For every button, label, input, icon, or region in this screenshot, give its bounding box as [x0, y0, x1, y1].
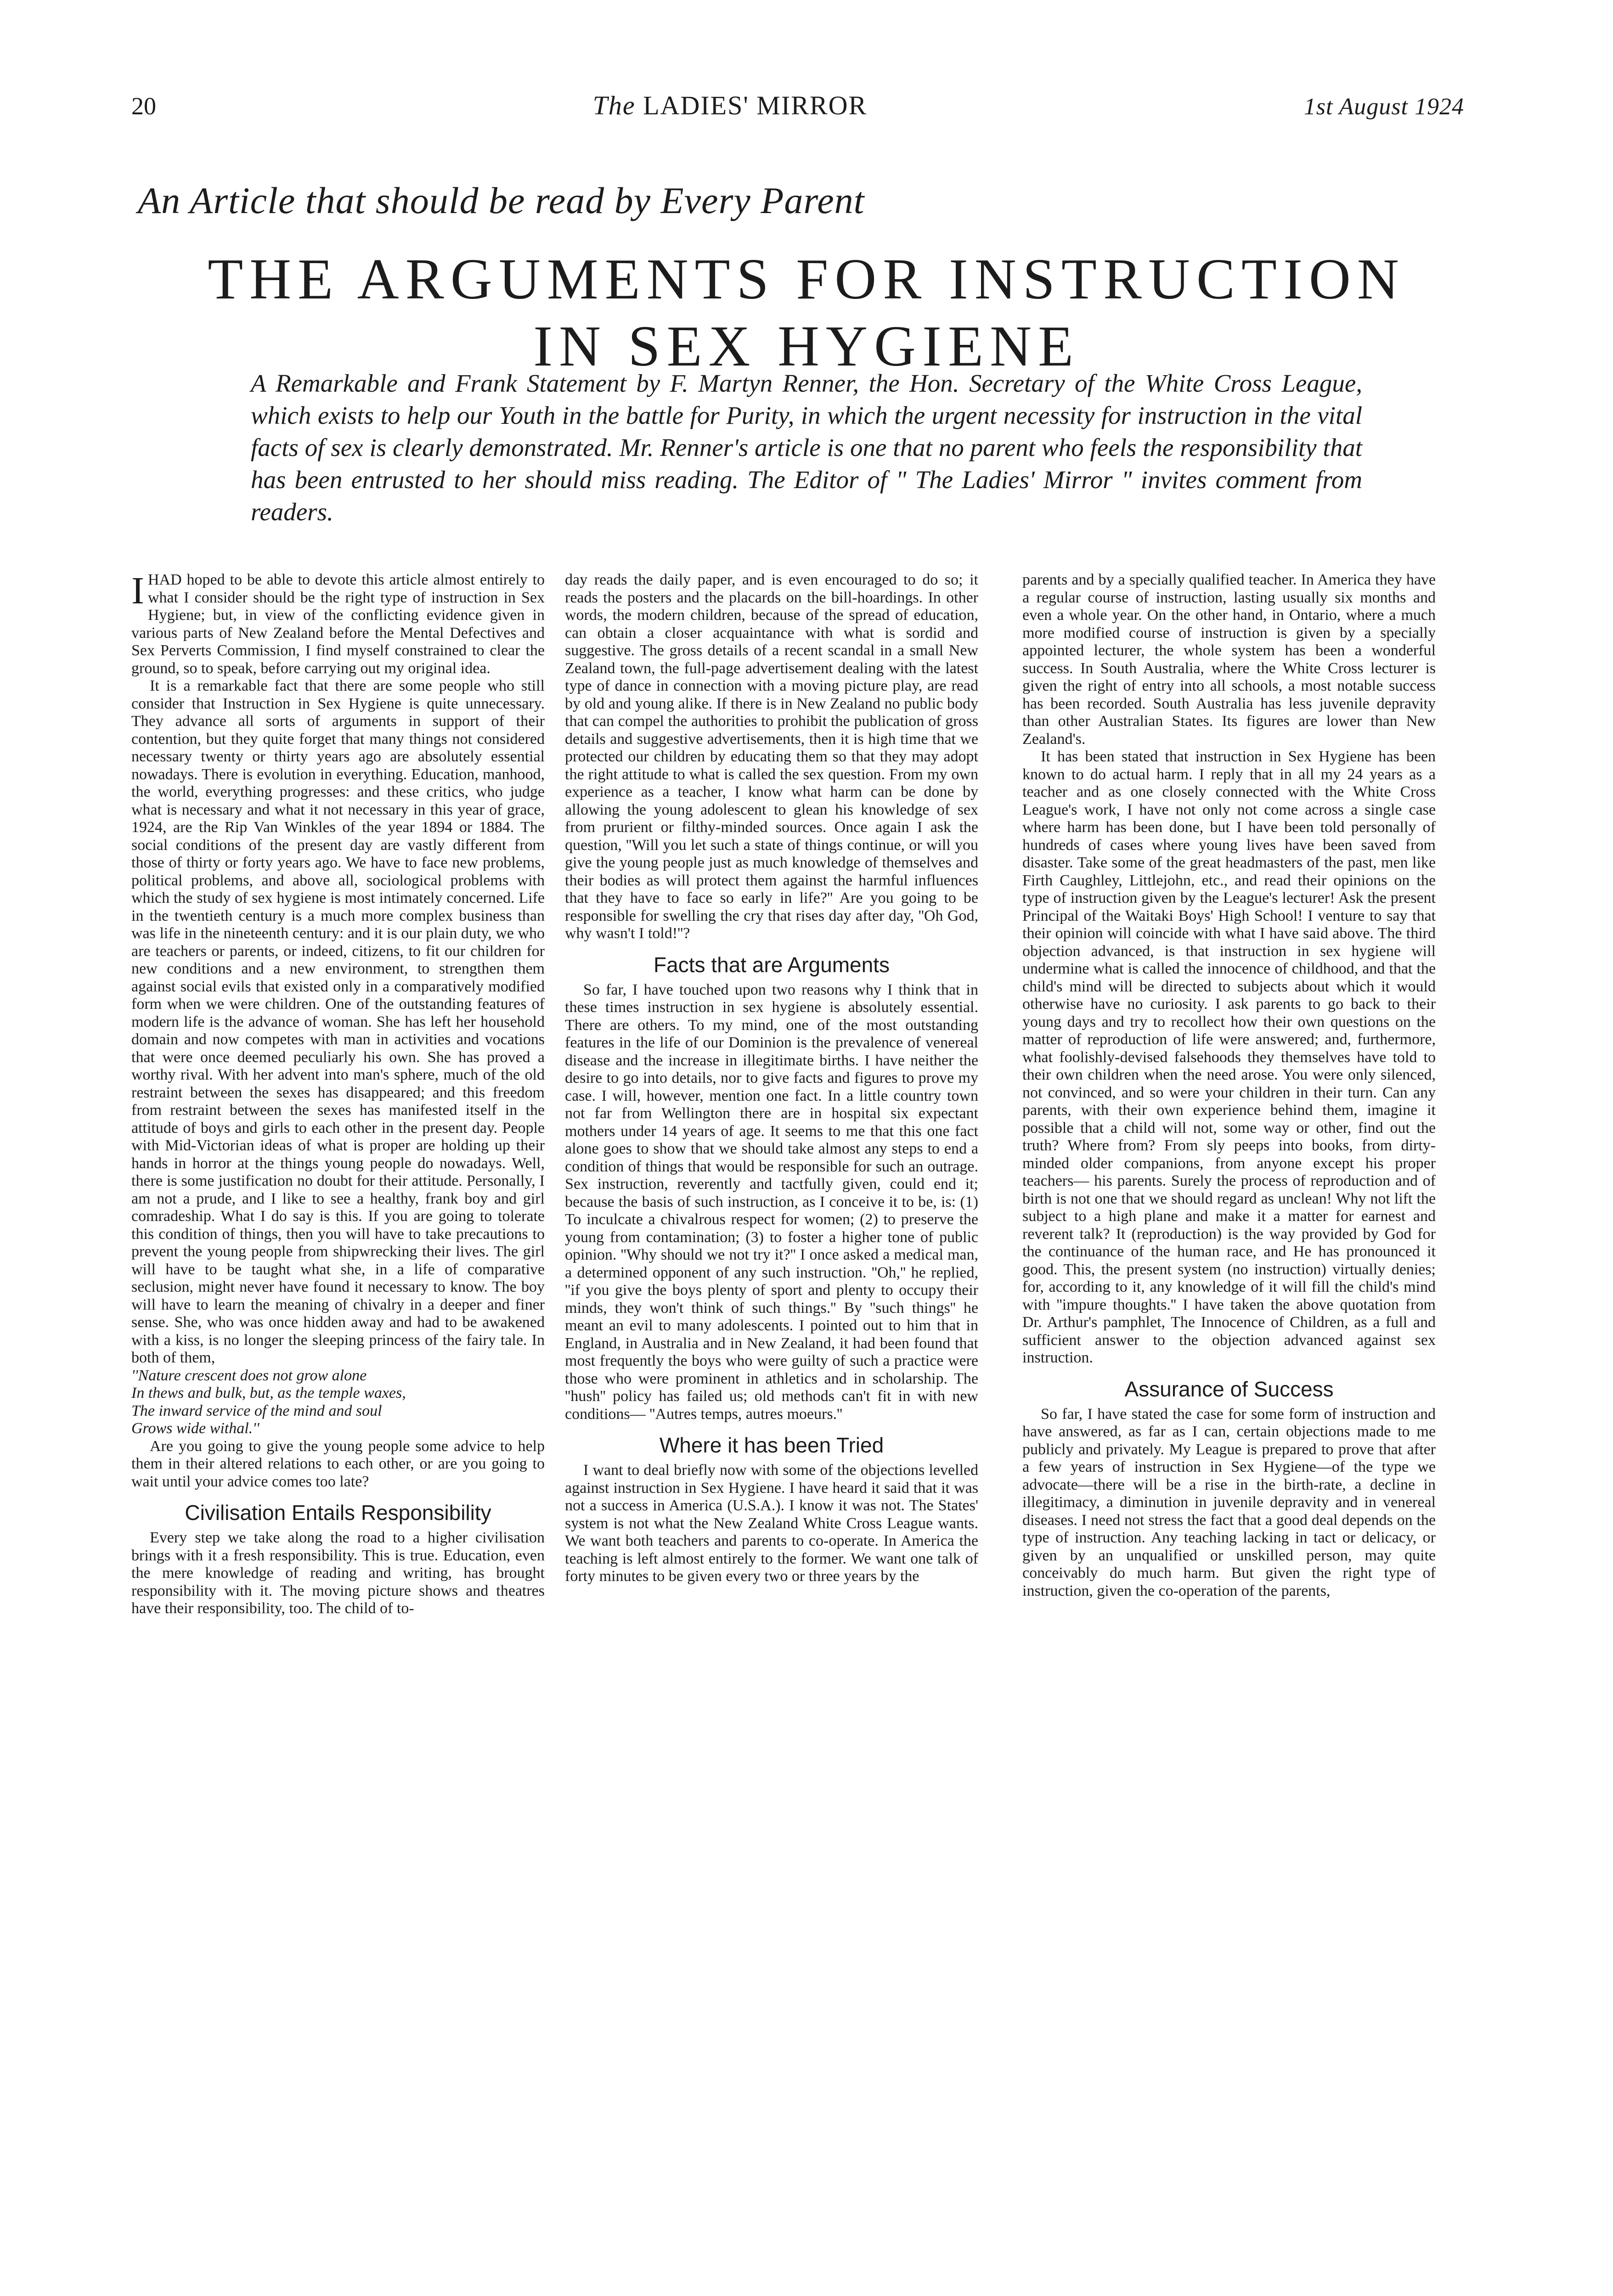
publication-name [593, 90, 867, 121]
paragraph: I want to deal briefly now with some of the objections levelled against instruction in Sex Hygiene. I have heard it said that it was not a success in America (U.S.A.). I know it was not. The States' system is not what the New Zealand White Cross League wants. We want both teachers and parents to co-operate. In America the teaching is left almost entirely to the former. We want one talk of forty minutes to be given every two or three years by the [565, 1462, 978, 1585]
publication-article: The [592, 90, 636, 120]
section-heading: Civilisation Entails Responsibility [185, 1501, 491, 1525]
paragraph: So far, I have stated the case for some form of instruction and have answered, as far as I can, certain objections made to me publicly and privately. My League is prepared to prove that after a few years of instruction in Sex Hygiene—of the type we advocate—there will be a rise in the birth-rate, a decline in illegitimacy, a diminution in juvenile depravity and in venereal diseases. I need not stress the fact that a good deal depends on the type of instruction. Any teaching lacking in tact or delicacy, or given by an unqualified or unskilled person, may quite conceivably do much harm. But given the right type of instruction, given the co-operation of the parents, [1022, 1405, 1436, 1599]
text-column-1 [131, 571, 545, 2296]
paragraph: parents and by a specially qualified teacher. In America they have a regular course of instruction, lasting usually six months and even a whole year. On the other hand, in Ontario, where a much more modified course of instruction is given by a specially appointed lecturer, the whole system has been a wonderful success. In South Australia, where the White Cross lecturer is given the right of entry into all schools, a most notable success has been recorded. South Australia has less juvenile depravity than other Australian States. Its figures are lower than New Zealand's. [1022, 571, 1436, 748]
issue-date: 1st August 1924 [1303, 94, 1464, 120]
title-line-2: IN SEX HYGIENE [533, 315, 1080, 378]
article-title [92, 246, 1521, 380]
verse-line: ''Nature crescent does not grow alone [131, 1367, 367, 1384]
paragraph: day reads the daily paper, and is even encouraged to do so; it reads the posters and the placards on the bill-hoardings. In other words, the modern children, because of the spread of education, can obtain a closer acquaintance with what is sordid and suggestive. The gross details of a recent scandal in a small New Zealand town, the full-page advertisement dealing with the latest type of dance in connection with a moving picture play, are read by old and young alike. If there is in New Zealand no public body that can compel the authorities to prohibit the publication of gross details and suggestive advertisements, then it is high time that we protected our children by educating them so that they may adopt the right attitude to what is called the sex question. From my own experience as a teacher, I know what harm can be done by allowing the young adolescent to glean his knowledge of sex from prurient or filthy-minded sources. Once again I ask the question, ''Will you let such a state of things continue, or will you give the young people just as much knowledge of themselves and their bodies as will protect them against the harmful influences that they have to face so early in life?'' Are you going to be responsible for swelling the cry that rises day after day, ''Oh God, why wasn't I told!''? [565, 571, 978, 942]
verse-line: In thews and bulk, but, as the temple waxes, [131, 1384, 406, 1401]
text-column-3 [1022, 571, 1436, 2296]
text-column-2 [565, 571, 978, 2296]
paragraph: It has been stated that instruction in Sex Hygiene has been known to do actual harm. I reply that in all my 24 years as a teacher and as one closely connected with the White Cross League's work, I have not only not come across a single case where harm has been done, but I have been told personally of hundreds of cases where young lives have been saved from disaster. Take some of the great headmasters of the past, men like Firth Caughley, Littlejohn, etc., and read their opinions on the type of instruction given by the League's lecturer! Ask the present Principal of the Waitaki Boys' High School! I venture to say that their opinion will coincide with what I have said above. The third objection advanced, is that instruction in sex hygiene will undermine what is called the innocence of childhood, and that the child's mind will be directed to subjects about which it would otherwise have no curiosity. I ask parents to go back to their young days and try to recollect how their own questions on the matter of reproduction of life were answered; and, furthermore, what foolishly-devised falsehoods they themselves have told to their own children when the need arose. You were only silenced, not convinced, and so were your children in their turn. Can any parents, with their own experience behind them, imagine it possible that a child will not, some way or other, find out the truth? Where from? From sly peeps into books, from dirty-minded older companions, from anyone except his proper teachers— his parents. Surely the process of reproduction and of birth is not one that we should regard as unclean! Why not lift the subject to a high plane and make it a matter for earnest and reverent talk? It (reproduction) is the way provided by God for the continuance of the human race, and He has pronounced it good. This, the present system (no instruction) virtually denies; for, according to it, any knowledge of it will fill the child's mind with ''impure thoughts.'' I have taken the above quotation from Dr. Arthur's pamphlet, The Innocence of Children, as a full and sufficient answer to the objection advanced against sex instruction. [1022, 748, 1436, 1366]
section-heading: Assurance of Success [1124, 1377, 1334, 1401]
verse-line: Grows wide withal.'' [131, 1420, 259, 1437]
article-standfirst: A Remarkable and Frank Statement by F. Martyn Renner, the Hon. Secretary of the White Cross League, which exists to help our Youth in the battle for Purity, in which the urgent necessity for instruction in the vital facts of sex is clearly demonstrated. Mr. Renner's article is one that no parent who feels the responsibility that has been entrusted to her should miss reading. The Editor of " The Ladies' Mirror " invites comment from readers. [251, 369, 1362, 526]
paragraph: Are you going to give the young people some advice to help them in their altered relations to each other, or are you going to wait until your advice comes too late? [131, 1437, 545, 1490]
title-line-1: THE ARGUMENTS FOR INSTRUCTION [208, 248, 1405, 311]
page-number: 20 [131, 92, 156, 120]
paragraph: Every step we take along the road to a higher civilisation brings with it a fresh responsibility. This is true. Education, even the mere knowledge of reading and writing, has brought responsibility with it. The moving picture shows and theatres have their responsibility, too. The child of to- [131, 1529, 545, 1617]
publication-title: LADIES' MIRROR [643, 90, 868, 120]
section-heading: Facts that are Arguments [654, 952, 890, 977]
paragraph: It is a remarkable fact that there are some people who still consider that Instruction in Sex Hygiene is quite unnecessary. They advance all sorts of arguments in support of their contention, but they quite forget that many things not considered necessary twenty or thirty years ago are absolutely essential nowadays. There is evolution in everything. Education, manhood, the world, everything progresses: and these critics, who judge what is necessary and what it not necessary in this year of grace, 1924, are the Rip Van Winkles of the year 1894 or 1884. The social conditions of the present day are vastly different from those of thirty or forty years ago. We have to face new problems, political problems, and above all, sociological problems with which the study of sex hygiene is most intimately concerned. Life in the twentieth century is a much more complex business than was life in the nineteenth century: and it is our plain duty, we who are teachers or parents, or indeed, citizens, to fit our children for new conditions and a new environment, to strengthen them against social evils that existed only in a comparatively modified form when we were children. One of the outstanding features of modern life is the advance of woman. She has left her household domain and now competes with man in activities and vocations that were once deemed peculiarly his own. She has proved a worthy rival. With her advent into man's sphere, much of the old restraint between the sexes has disappeared; and this freedom from restraint between the sexes has manifested itself in the attitude of boys and girls to each other in the present day. People with Mid-Victorian ideas of what is proper are holding up their hands in horror at the things young people do nowadays. Well, there is some justification no doubt for their attitude. Personally, I am not a prude, and I like to see a healthy, frank boy and girl comradeship. What I do say is this. If you are going to tolerate this condition of things, then you will have to take precautions to prevent the young people from shipwrecking their lives. The girl will have to be taught what she, in a life of comparative seclusion, might never have found it necessary to know. The boy will have to learn the meaning of chivalry in a deeper and finer sense. She, who was once hidden away and had to be awakened with a kiss, is no longer the sleeping princess of the fairy tale. In both of them, [131, 677, 545, 1366]
paragraph: So far, I have touched upon two reasons why I think that in these times instruction in sex hygiene is absolutely essential. There are others. To my mind, one of the most outstanding features in the life of our Dominion is the prevalence of venereal disease and the increase in illegitimate births. I have neither the desire to go into details, nor to give facts and figures to prove my case. I will, however, mention one fact. In a little country town not far from Wellington there are in hospital six expectant mothers under 14 years of age. It seems to me that this one fact alone goes to show that we should take almost any steps to end a condition of things that would be responsible for such an outrage. Sex instruction, reverently and tactfully given, could end it; because the basis of such instruction, as I conceive it to be, is: (1) To inculcate a chivalrous respect for women; (2) to preserve the young from contamination; (3) to foster a higher tone of public opinion. ''Why should we not try it?'' I once asked a medical man, a determined opponent of any such instruction. ''Oh,'' he replied, ''if you give the boys plenty of sport and plenty to occupy their minds, they won't think of such things.'' By ''such things'' he meant an evil to many adolescents. I pointed out to him that in England, in Australia and in New Zealand, it had been found that most frequently the boys who were guilty of such a practice were those who were prominent in athletics and in scholarship. The ''hush'' policy has failed us; old methods can't fit in with new conditions— ''Autres temps, autres moeurs.'' [565, 981, 978, 1423]
section-heading: Where it has been Tried [659, 1433, 884, 1457]
article-kicker: An Article that should be read by Every Parent [138, 180, 865, 221]
verse-line: The inward service of the mind and soul [131, 1402, 382, 1419]
paragraph: IHAD hoped to be able to devote this article almost entirely to what I consider should be the right type of instruction in Sex Hygiene; but, in view of the conflicting evidence given in various parts of New Zealand before the Mental Defectives and Sex Perverts Commission, I find myself constrained to clear the ground, so to speak, before carrying out my original idea. [131, 571, 545, 677]
running-head [131, 90, 1464, 125]
